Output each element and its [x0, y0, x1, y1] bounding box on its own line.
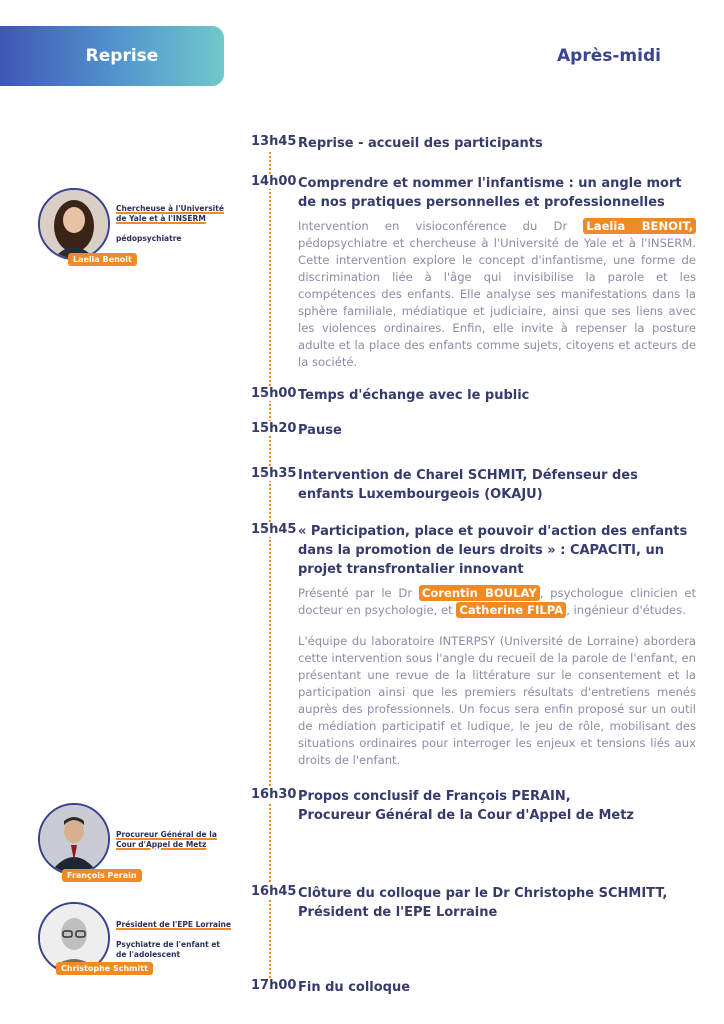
banner-label: Reprise [85, 46, 159, 66]
speaker-highlight: Laelia BENOIT, [583, 218, 696, 234]
schedule-entry-1535 [251, 466, 696, 504]
section-banner [0, 26, 224, 86]
entry-description: Intervention en visioconférence du Dr Laelia BENOIT, pédopsychiatre et chercheuse à l'Université de Yale et à l'INSERM. Cette intervention explore le concept d'infantisme, une forme de discrimination liée à l'âge qui invisibilise la parole et les compétences des enfants. Elle analyse ses manifestations dans la sphère familiale, médiatique et judiciaire, ainsi que ses liens avec les violences ordinaires. Enfin, elle invite à repenser la posture adulte et la place des enfants comme sujets, citoyens et acteurs de la société. [298, 219, 696, 369]
entry-title: Temps d'échange avec le public [298, 388, 530, 403]
speaker-role: Chercheuse à l'Université de Yale et à l'INSERM pédopsychiatre [116, 204, 224, 243]
entry-time: 13h45 [251, 134, 297, 149]
entry-time: 15h35 [251, 466, 297, 481]
speaker-role: Président de l'EPE Lorraine Psychiatre de l'enfant et de l'adolescent [116, 920, 231, 959]
avatar [38, 803, 110, 875]
entry-time: 15h45 [251, 522, 297, 537]
speaker-highlight: Catherine FILPA [456, 602, 566, 618]
avatar [38, 188, 110, 260]
portrait-image [40, 190, 108, 258]
entry-time: 17h00 [251, 978, 297, 993]
speaker-name-tag: Christophe Schmitt [56, 962, 153, 975]
schedule-entry-1700 [251, 978, 696, 997]
entry-title: Reprise - accueil des participants [298, 136, 543, 151]
entry-time: 16h45 [251, 884, 297, 899]
speaker-role: Procureur Général de la Cour d'Appel de Metz [116, 830, 217, 849]
entry-title: Comprendre et nommer l'infantisme : un angle mort de nos pratiques personnelles et professionnelles [298, 176, 682, 210]
schedule-entry-1520 [251, 421, 696, 440]
entry-title: Clôture du colloque par le Dr Christophe SCHMITT, Président de l'EPE Lorraine [298, 886, 668, 920]
entry-title: « Participation, place et pouvoir d'action des enfants dans la promotion de leurs droits » : CAPACITI, un projet transfrontalier innovant [298, 524, 688, 577]
entry-time: 16h30 [251, 787, 297, 802]
speaker-name-tag: Laelia Benoit [68, 253, 137, 266]
schedule-entry-1500 [251, 386, 696, 405]
entry-time: 14h00 [251, 174, 297, 189]
schedule-entry-1545 [251, 522, 696, 783]
speaker-name-tag: François Perain [62, 869, 142, 882]
entry-title: Propos conclusif de François PERAIN, Procureur Général de la Cour d'Appel de Metz [298, 789, 634, 823]
speaker-highlight: Corentin BOULAY [419, 585, 540, 601]
schedule-entry-1345 [251, 134, 696, 153]
schedule-entry-1400 [251, 174, 696, 371]
schedule-entry-1645 [251, 884, 696, 922]
entry-title: Pause [298, 423, 342, 438]
session-title: Après-midi [557, 46, 661, 66]
entry-time: 15h20 [251, 421, 297, 436]
entry-title: Intervention de Charel SCHMIT, Défenseur des enfants Luxembourgeois (OKAJU) [298, 468, 638, 502]
portrait-image [40, 805, 108, 873]
entry-time: 15h00 [251, 386, 297, 401]
entry-description: Présenté par le Dr Corentin BOULAY , psychologue clinicien et docteur en psychologie, et Catherine FILPA , ingénieur d'études. L'équipe du laboratoire INTERPSY (Université de Lorraine) abordera cette intervention sous l'angle du recueil de la parole de l'enfant, en présentant une revue de la littérature sur le consentement et la participation ainsi que les premiers résultats d'entretiens menés auprès des professionnels. Un focus sera enfin proposé sur un outil de médiation participatif et ludique, le jeu de rôle, mobilisant des situations ordinaires pour interroger les enjeux et tensions liés aux droits de l'enfant. [298, 586, 696, 767]
entry-title: Fin du colloque [298, 980, 411, 995]
schedule-entry-1630 [251, 787, 696, 825]
